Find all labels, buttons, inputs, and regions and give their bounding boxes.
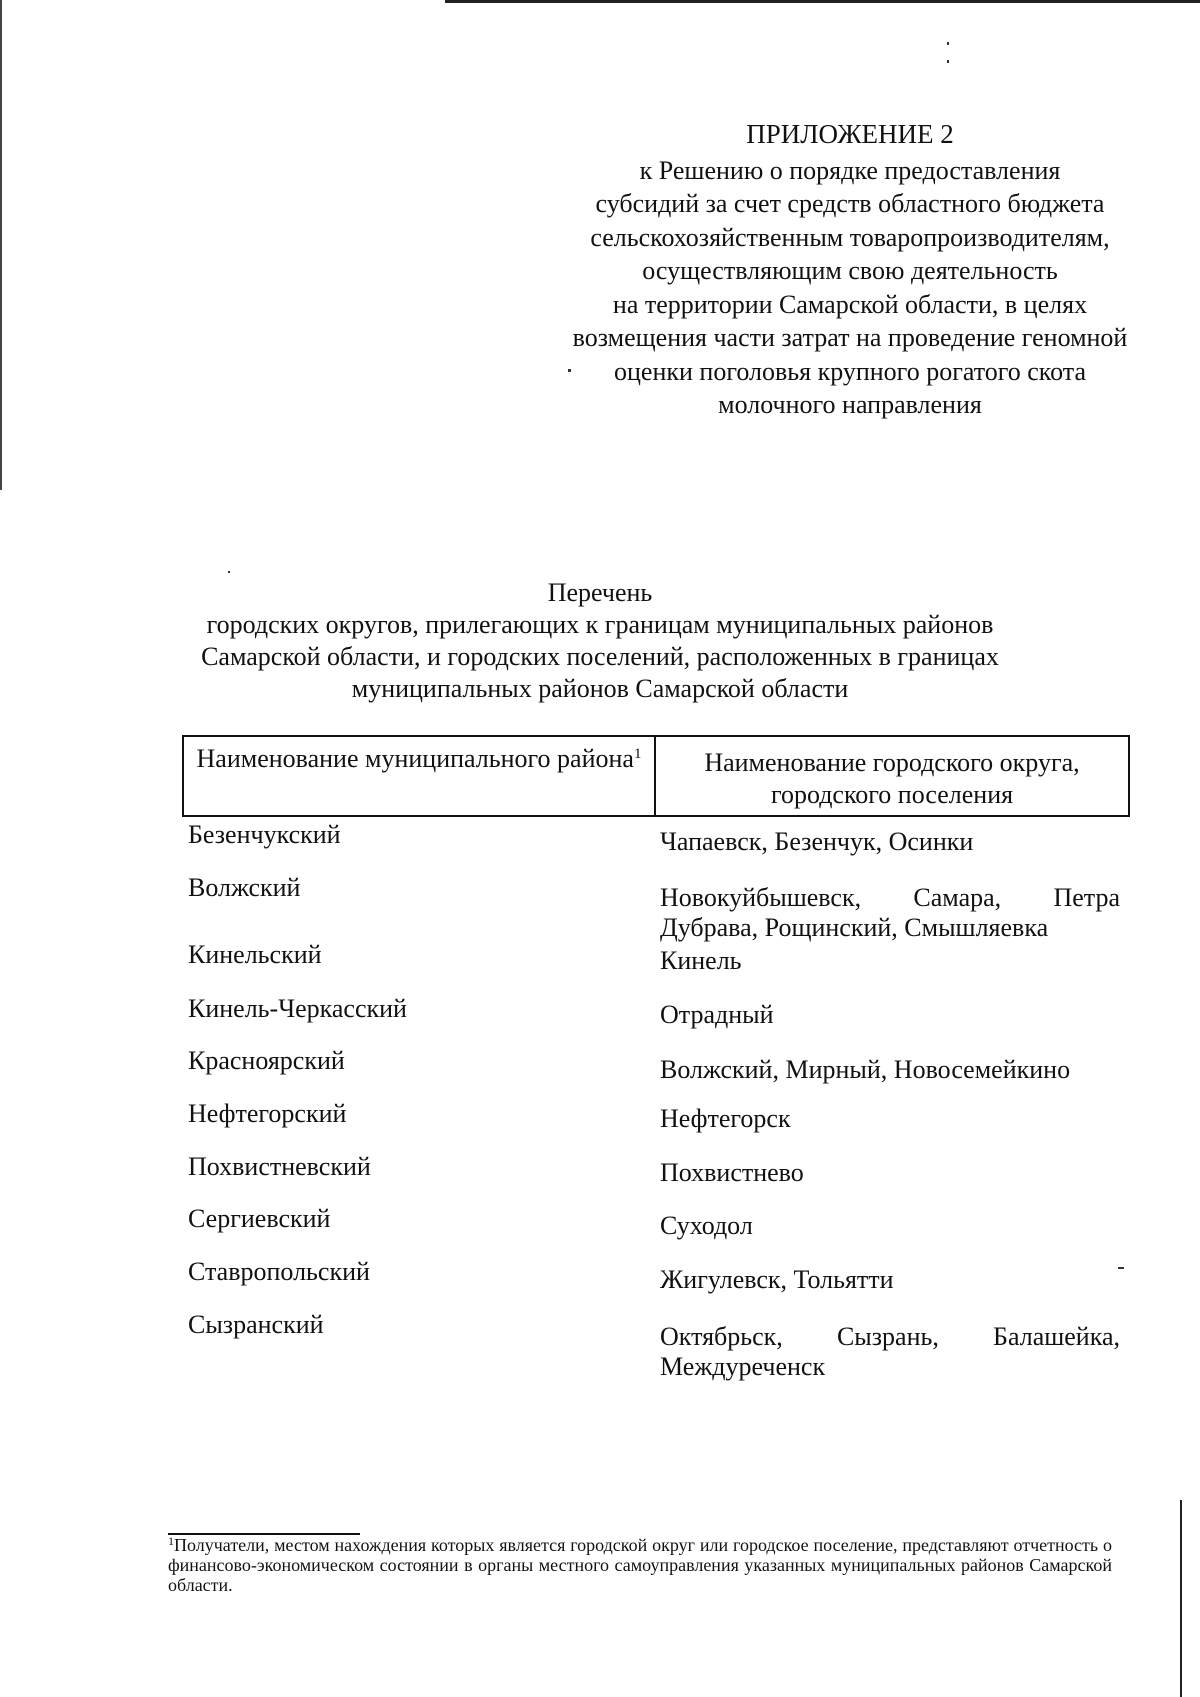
district-name: Сызранский — [188, 1310, 324, 1339]
town-list: Отрадный — [660, 1000, 774, 1029]
town-list: Жигулевск, Тольятти — [660, 1265, 894, 1294]
town-list: Новокуйбышевск, Самара, Петра Дубрава, Рощинский, Смышляевка — [660, 883, 1120, 942]
appendix-line: к Решению о порядке предоставления — [639, 155, 1061, 185]
appendix-line: субсидий за счет средств областного бюджета — [595, 189, 1105, 218]
district-name: Волжский — [188, 873, 301, 902]
appendix-line: молочного направления — [718, 390, 982, 419]
appendix-line: оценки поголовья крупного рогатого скота — [614, 356, 1086, 386]
header-town-label: Наименование городского округа, городского поселения — [704, 748, 1080, 809]
town-list: Нефтегорск — [660, 1104, 791, 1133]
list-title-line: муниципальных районов Самарской области — [351, 674, 849, 703]
header-district-label: Наименование муниципального района — [196, 744, 634, 773]
appendix-heading: ПРИЛОЖЕНИЕ 2 — [746, 119, 954, 149]
town-list: Похвистнево — [660, 1158, 804, 1187]
district-name: Ставропольский — [188, 1257, 370, 1286]
appendix-line: на территории Самарской области, в целях — [612, 289, 1088, 319]
footnote-marker: 1 — [168, 1534, 174, 1548]
appendix-line: возмещения части затрат на проведение геномной — [572, 323, 1128, 352]
appendix-line: сельскохозяйственным товаропроизводителям, — [590, 222, 1110, 252]
town-list: Чапаевск, Безенчук, Осинки — [660, 827, 974, 856]
list-title-line: городских округов, прилегающих к границам муниципальных районов — [206, 610, 994, 639]
town-list: Кинель — [660, 946, 742, 975]
district-name: Нефтегорский — [188, 1099, 347, 1128]
district-name: Сергиевский — [188, 1204, 331, 1233]
footnote-ref: 1 — [633, 746, 642, 762]
list-title-line: Самарской области, и городских поселений, расположенных в границах — [201, 642, 999, 671]
list-title-line: Перечень — [547, 578, 653, 607]
footnote — [168, 1535, 1112, 1595]
town-list: Октябрьск, Сызрань, Балашейка, Междуреченск — [660, 1322, 1120, 1381]
appendix-line: осуществляющим свою деятельность — [642, 256, 1058, 285]
district-name: Кинель-Черкасский — [188, 994, 407, 1023]
town-list: Волжский, Мирный, Новосемейкино — [660, 1055, 1071, 1084]
district-name: Кинельский — [188, 940, 322, 969]
district-name: Красноярский — [188, 1046, 345, 1075]
district-name: Безенчукский — [188, 820, 341, 849]
town-list: Суходол — [660, 1211, 753, 1240]
footnote-text: Получатели, местом нахождения которых является городской округ или городское поселение, представляют отчетность о финансово-экономическом состоянии в органы местного самоуправления указанных муниципальных районов Самарской области. — [168, 1535, 1112, 1595]
district-name: Похвистневский — [188, 1152, 371, 1181]
